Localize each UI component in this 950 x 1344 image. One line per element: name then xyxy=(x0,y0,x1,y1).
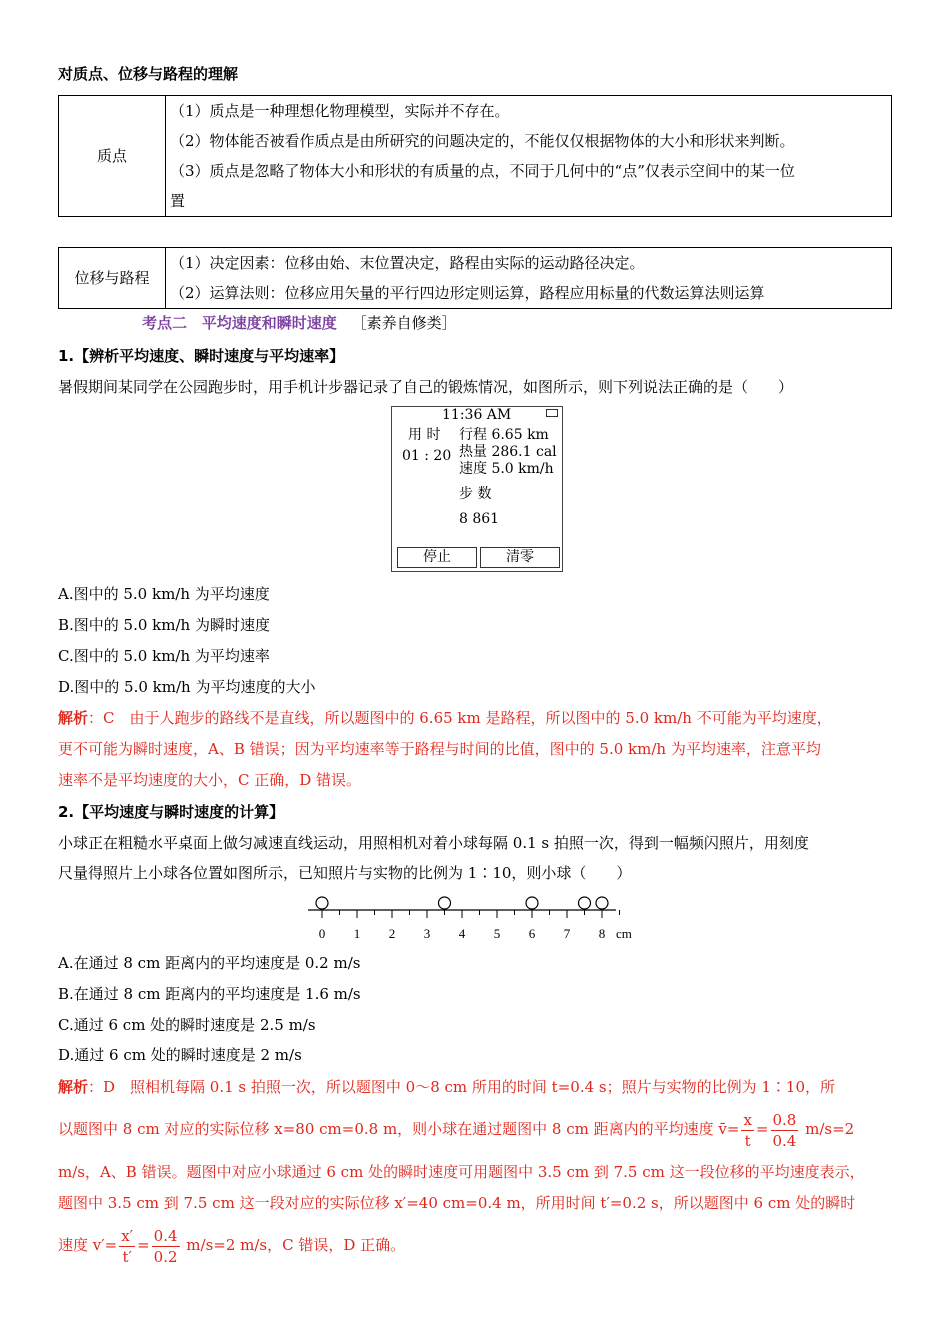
q1-answer-line: 更不可能为瞬时速度，A、B 错误；因为平均速率等于路程与时间的比值，图中的 5.0 km/h 为平均速率，注意平均 xyxy=(58,740,821,758)
q1-option-b: B.图中的 5.0 km/h 为瞬时速度 xyxy=(58,616,270,634)
ruler-ticks xyxy=(322,910,620,918)
q2-answer-line: 题图中 3.5 cm 到 7.5 cm 这一段对应的实际位移 x′=40 cm=0.4 m，所用时间 t′=0.2 s，所以题图中 6 cm 处的瞬时 xyxy=(58,1194,856,1212)
ruler-unit: cm xyxy=(616,926,632,941)
ball-position xyxy=(579,897,591,909)
q2-option-d: D.通过 6 cm 处的瞬时速度是 2 m/s xyxy=(58,1046,302,1064)
distance-readout: 行程 6.65 km xyxy=(459,427,549,443)
q2-answer-line: 解析：D 照相机每隔 0.1 s 拍照一次，所以题图中 0～8 cm 所用的时间 t=0.4 s；照片与实物的比例为 1∶10，所 xyxy=(58,1078,836,1096)
q1-heading: 1.【辨析平均速度、瞬时速度与平均速率】 xyxy=(58,347,345,365)
q2-answer-line: 速度 v′= $\frac{x'}{t'}$ = $\frac{0.4}{0.2}$ m/s=2 m/s，C 错误，D 正确。 xyxy=(58,1226,406,1266)
section-title: 对质点、位移与路程的理解 xyxy=(58,65,239,83)
table-row: 置 xyxy=(170,192,186,210)
kaodian-title: 平均速度和瞬时速度 xyxy=(201,314,337,332)
ruler-tick-label: 4 xyxy=(458,926,466,941)
ruler-figure xyxy=(300,892,650,946)
ruler-tick-label: 5 xyxy=(493,926,501,941)
table-row: （1）决定因素：位移由始、末位置决定，路程由实际的运动路径决定。 xyxy=(170,254,645,272)
kaodian-label: 考点二 xyxy=(142,314,188,332)
fraction: $\frac{x'}{t'}$ xyxy=(121,1226,134,1266)
table-head-displacement: 位移与路程 xyxy=(59,248,166,309)
table-mass-point xyxy=(58,95,892,217)
fraction: $\frac{0.4}{0.2}$ xyxy=(153,1226,178,1266)
ruler-tick-label: 2 xyxy=(388,926,396,941)
ruler-tick-label: 6 xyxy=(528,926,536,941)
ball-position xyxy=(596,897,608,909)
q2-option-c: C.通过 6 cm 处的瞬时速度是 2.5 m/s xyxy=(58,1016,316,1034)
q1-option-c: C.图中的 5.0 km/h 为平均速率 xyxy=(58,647,270,665)
clear-button[interactable]: 清零 xyxy=(480,547,560,568)
q2-answer-line: 以题图中 8 cm 对应的实际位移 x=80 cm=0.8 m，则小球在通过题图中 8 cm 距离内的平均速度 v̄= $\frac{x}{t}$ = $\frac{0.8}{0.4}$ m/s=2 xyxy=(58,1110,855,1150)
table-body xyxy=(166,96,892,217)
q2-option-b: B.在通过 8 cm 距离内的平均速度是 1.6 m/s xyxy=(58,985,361,1003)
table-row: （2）物体能否被看作质点是由所研究的问题决定的，不能仅仅根据物体的大小和形状来判断。 xyxy=(170,132,795,150)
q2-option-a: A.在通过 8 cm 距离内的平均速度是 0.2 m/s xyxy=(58,954,361,972)
kaodian-heading xyxy=(142,312,457,334)
kaodian-tag: ［素养自修类］ xyxy=(351,314,457,332)
stop-button[interactable]: 停止 xyxy=(397,547,477,568)
table-row: （3）质点是忽略了物体大小和形状的有质量的点，不同于几何中的“点”仅表示空间中的某一位 xyxy=(170,162,795,180)
q2-stem-line: 小球正在粗糙水平桌面上做匀减速直线运动，用照相机对着小球每隔 0.1 s 拍照一次，得到一幅频闪照片，用刻度 xyxy=(58,834,809,852)
q2-stem-line: 尺量得照片上小球各位置如图所示，已知照片与实物的比例为 1∶10，则小球（ ） xyxy=(58,864,632,882)
fraction: $\frac{0.8}{0.4}$ xyxy=(772,1110,797,1150)
ruler-labels xyxy=(319,926,632,941)
ruler-tick-label: 8 xyxy=(598,926,606,941)
table-row: （1）质点是一种理想化物理模型，实际并不存在。 xyxy=(170,102,510,120)
steps-label: 步 数 xyxy=(459,486,492,502)
speed-readout: 速度 5.0 km/h xyxy=(459,461,554,477)
table-head-mass-point: 质点 xyxy=(59,96,166,217)
ball-position xyxy=(316,897,328,909)
ruler-tick-label: 0 xyxy=(318,926,326,941)
pedometer-time: 11:36 AM xyxy=(442,407,512,423)
q1-stem: 暑假期间某同学在公园跑步时，用手机计步器记录了自己的锻炼情况，如图所示，则下列说法正确的是（ ） xyxy=(58,378,794,396)
q1-answer-line: 速率不是平均速度的大小，C 正确，D 错误。 xyxy=(58,771,362,789)
ball-positions xyxy=(316,897,608,909)
q1-option-a: A.图中的 5.0 km/h 为平均速度 xyxy=(58,585,270,603)
battery-icon xyxy=(546,409,558,417)
ball-position xyxy=(526,897,538,909)
answer-label: 解析 xyxy=(58,1078,89,1096)
q1-option-d: D.图中的 5.0 km/h 为平均速度的大小 xyxy=(58,678,316,696)
table-body xyxy=(166,248,892,309)
used-value: 01 : 20 xyxy=(402,448,452,464)
table-row: （2）运算法则：位移应用矢量的平行四边形定则运算，路程应用标量的代数运算法则运算 xyxy=(170,284,765,302)
pedometer-figure xyxy=(391,406,563,572)
table-displacement xyxy=(58,247,892,309)
fraction: $\frac{x}{t}$ xyxy=(743,1110,752,1150)
q1-answer-line: 解析：C 由于人跑步的路线不是直线，所以题图中的 6.65 km 是路程，所以图中的 5.0 km/h 不可能为平均速度， xyxy=(58,709,832,727)
ruler-tick-label: 7 xyxy=(563,926,571,941)
heat-readout: 热量 286.1 cal xyxy=(459,444,557,460)
steps-value: 8 861 xyxy=(459,511,500,527)
q2-answer-line: m/s，A、B 错误。题图中对应小球通过 6 cm 处的瞬时速度可用题图中 3.5 cm 到 7.5 cm 这一段位移的平均速度表示， xyxy=(58,1163,865,1181)
ruler-tick-label: 3 xyxy=(423,926,431,941)
q2-heading: 2.【平均速度与瞬时速度的计算】 xyxy=(58,803,285,821)
answer-label: 解析 xyxy=(58,709,89,727)
used-label: 用 时 xyxy=(408,427,441,443)
ball-position xyxy=(439,897,451,909)
ruler-tick-label: 1 xyxy=(353,926,361,941)
